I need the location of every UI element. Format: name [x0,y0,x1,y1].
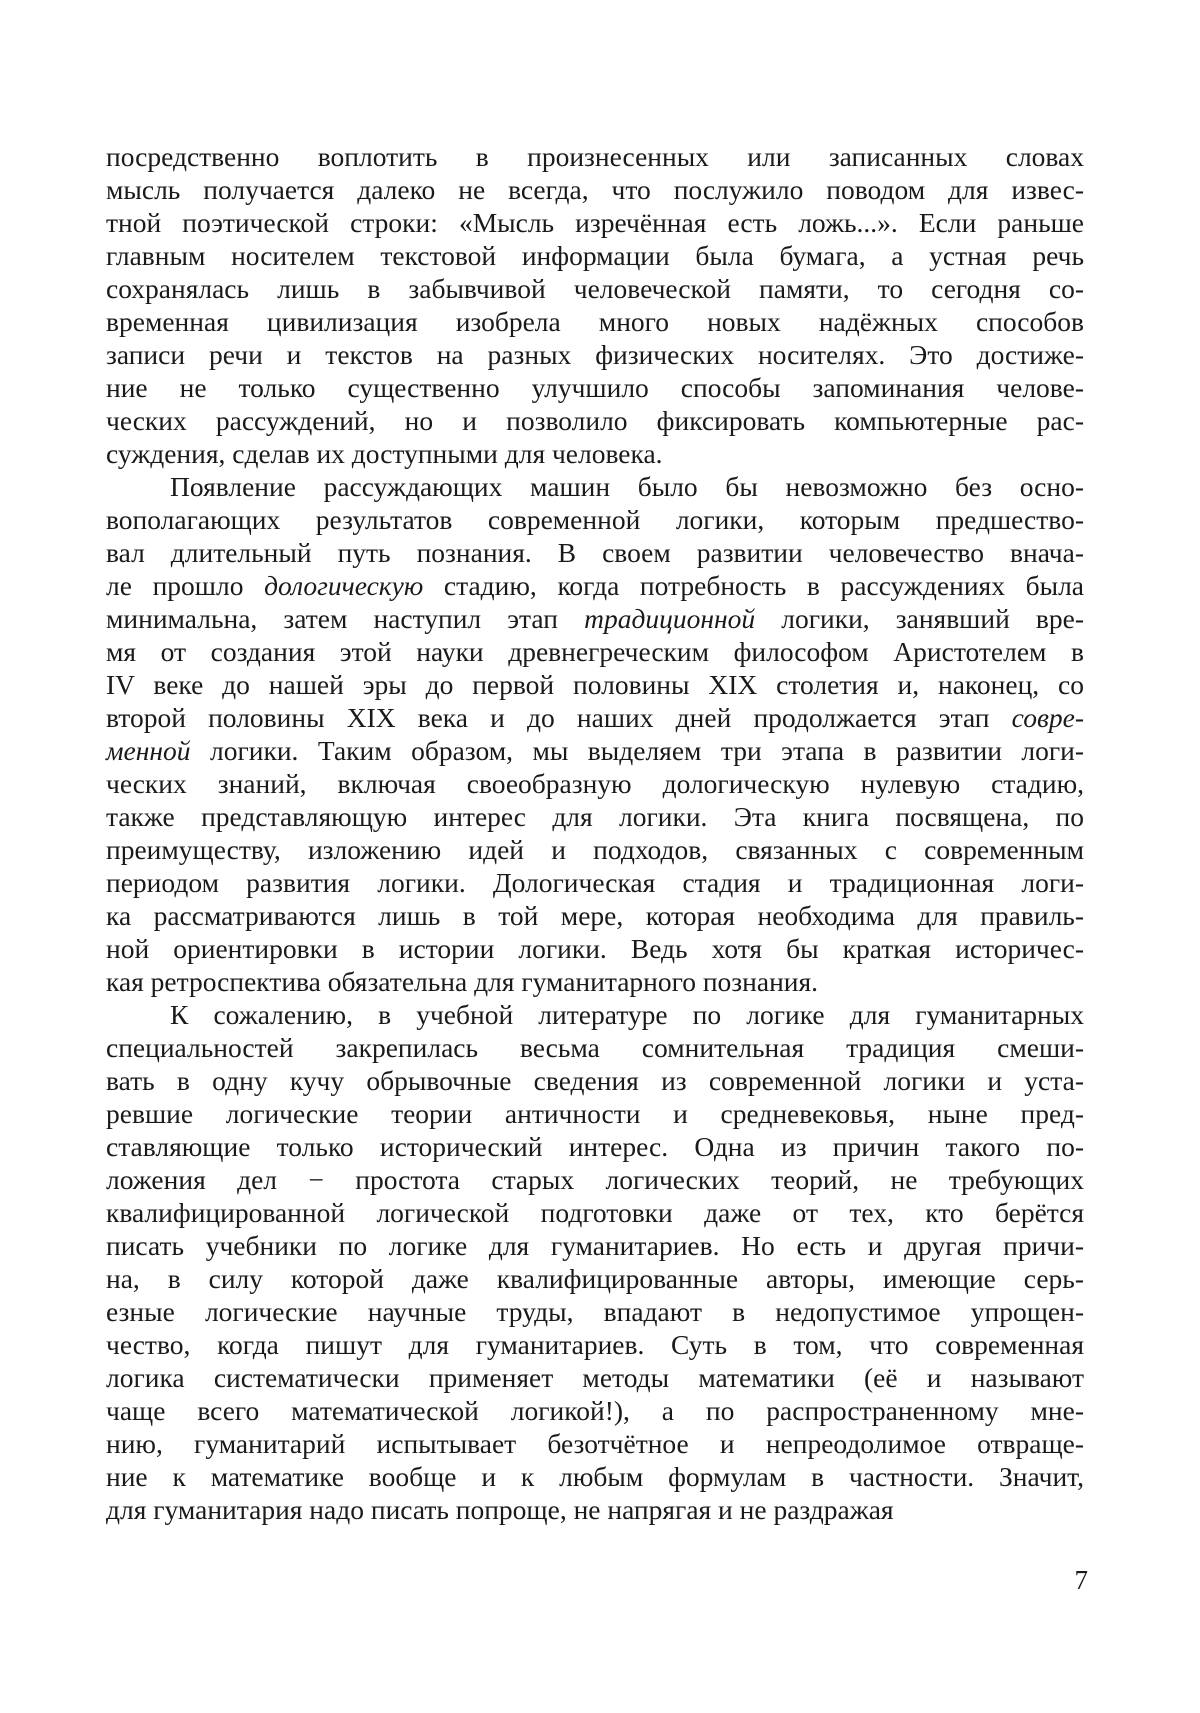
paragraph-2 [106,470,1084,998]
text-line: ложения дел − простота старых логических теорий, не требующих [106,1164,1084,1195]
text-line: квалифицированной логической подготовки даже от тех, кто берётся [106,1197,1084,1228]
text-line: для гуманитария надо писать попроще, не напрягая и не раздражая [106,1494,894,1525]
text-line: периодом развития логики. Дологическая стадия и традиционная логи- [106,867,1084,898]
text-line: кая ретроспектива обязательна для гуманитарного познания. [106,966,819,997]
text-line: вополагающих результатов современной логики, которым предшество- [106,504,1084,535]
text-line: ние к математике вообще и к любым формулам в частности. Значит, [106,1461,1084,1492]
text-line: К сожалению, в учебной литературе по логике для гуманитарных [170,999,1084,1030]
text-line: езные логические научные труды, впадают в недопустимое упрощен- [106,1296,1084,1327]
text-line: IV веке до нашей эры до первой половины XIX столетия и, наконец, со [106,669,1084,700]
text-line: преимуществу, изложению идей и подходов, связанных с современным [106,834,1084,865]
text-line: временная цивилизация изобрела много новых надёжных способов [106,306,1084,337]
text-line: тной поэтической строки: «Мысль изречённая есть ложь...». Если раньше [106,207,1084,238]
text-line: главным носителем текстовой информации была бумага, а устная речь [106,240,1084,271]
text-line: вал длительный путь познания. В своем развитии человечество внача- [106,537,1084,568]
text-line: ной ориентировки в истории логики. Ведь хотя бы краткая историчес- [106,933,1084,964]
text-line: чаще всего математической логикой!), а по распространенному мне- [106,1395,1084,1426]
text-line: ческих рассуждений, но и позволило фиксировать компьютерные рас- [106,405,1084,436]
page-body [106,140,1084,1526]
text-line: мя от создания этой науки древнегреческим философом Аристотелем в [106,636,1084,667]
text-line: сохранялась лишь в забывчивой человеческой памяти, то сегодня со- [106,273,1084,304]
text-line: суждения, сделав их доступными для человека. [106,438,663,469]
text-line: на, в силу которой даже квалифицированные авторы, имеющие серь- [106,1263,1084,1294]
text-line: ревшие логические теории античности и средневековья, ныне пред- [106,1098,1084,1129]
text-line: логика систематически применяет методы математики (её и называют [106,1362,1084,1393]
text-line: нию, гуманитарий испытывает безотчётное и непреодолимое отвраще- [106,1428,1084,1459]
text-line: записи речи и текстов на разных физических носителях. Это достиже- [106,339,1084,370]
text-line: посредственно воплотить в произнесенных или записанных словах [106,141,1084,172]
text-line: ле прошло дологическую стадию, когда потребность в рассуждениях была [106,570,1084,601]
paragraph-1 [106,140,1084,470]
text-line: мысль получается далеко не всегда, что послужило поводом для извес- [106,174,1084,205]
text-line: ставляющие только исторический интерес. Одна из причин такого по- [106,1131,1084,1162]
text-line: вать в одну кучу обрывочные сведения из современной логики и уста- [106,1065,1084,1096]
text-line: также представляющую интерес для логики. Эта книга посвящена, по [106,801,1084,832]
page-number: 7 [1074,1565,1088,1595]
text-line: ка рассматриваются лишь в той мере, которая необходима для правиль- [106,900,1084,931]
text-line: второй половины XIX века и до наших дней продолжается этап совре- [106,702,1084,733]
text-line: минимальна, затем наступил этап традиционной логики, занявший вре- [106,603,1084,634]
text-line: Появление рассуждающих машин было бы невозможно без осно- [170,471,1084,502]
text-line: писать учебники по логике для гуманитариев. Но есть и другая причи- [106,1230,1084,1261]
paragraph-3 [106,998,1084,1526]
text-line: менной логики. Таким образом, мы выделяем три этапа в развитии логи- [106,735,1084,766]
text-line: чество, когда пишут для гуманитариев. Суть в том, что современная [106,1329,1084,1360]
text-line: ние не только существенно улучшило способы запоминания челове- [106,372,1084,403]
text-line: специальностей закрепилась весьма сомнительная традиция смеши- [106,1032,1084,1063]
text-line: ческих знаний, включая своеобразную дологическую нулевую стадию, [106,768,1084,799]
